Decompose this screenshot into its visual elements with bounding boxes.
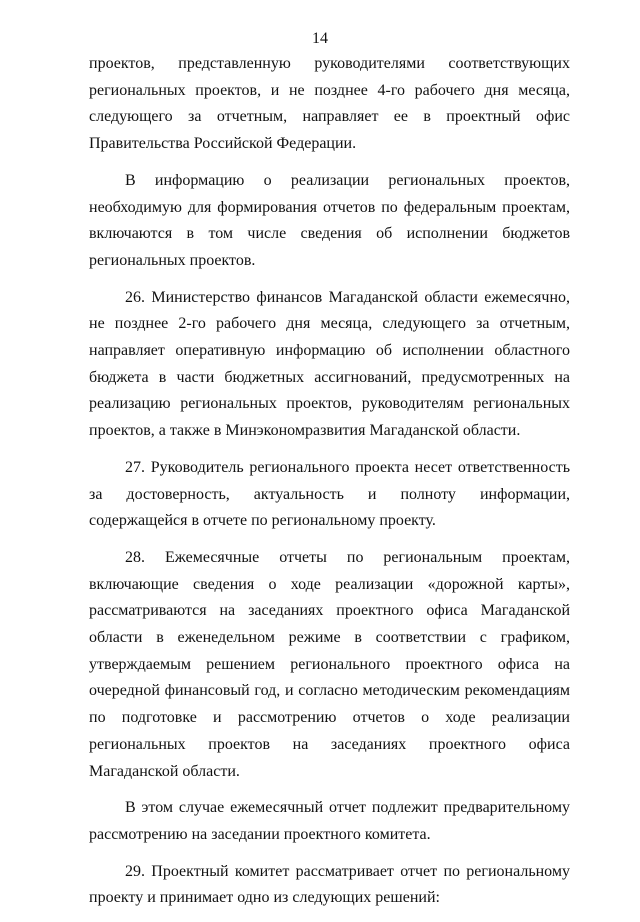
paragraph-27: 27. Руководитель регионального проекта несет ответственность за достоверность, актуальность и полноту информации, содержащейся в отчете по региональному проекту.: [89, 458, 570, 530]
paragraph-monthly-report: В этом случае ежемесячный отчет подлежит предварительному рассмотрению на заседании проектного комитета.: [89, 799, 570, 843]
paragraph-budget-info: В информацию о реализации региональных проектов, необходимую для формирования отчетов по федеральным проектам, включаются в том числе сведения об исполнении бюджетов региональных проектов.: [89, 171, 570, 269]
paragraph-28: 28. Ежемесячные отчеты по региональным проектам, включающие сведения о ходе реализации «дорожной карты», рассматриваются на заседаниях проектного офиса Магаданской области в еженедельном режиме в соответствии с графиком, утверждаемым решением регионального проектного офиса на очередной финансовый год, и согласно методическим рекомендациям по подготовке и рассмотрению отчетов о ходе реализации региональных проектов на заседаниях проектного офиса Магаданской области.: [89, 548, 570, 780]
paragraph-29: 29. Проектный комитет рассматривает отчет по региональному проекту и принимает одно из следующих решений:: [89, 862, 570, 907]
paragraph-26: 26. Министерство финансов Магаданской области ежемесячно, не позднее 2-го рабочего дня месяца, следующего за отчетным, направляет оперативную информацию об исполнении областного бюджета в части бюджетных ассигнований, предусмотренных на реализацию региональных проектов, руководителям региональных проектов, а также в Минэкономразвития Магаданской области.: [89, 288, 570, 440]
page-number: 14: [312, 30, 328, 47]
document-body: [89, 51, 570, 922]
paragraph-continuation: проектов, представленную руководителями соответствующих региональных проектов, и не позднее 4-го рабочего дня месяца, следующего за отчетным, направляет ее в проектный офис Правительства Российской Федерации.: [89, 55, 570, 153]
